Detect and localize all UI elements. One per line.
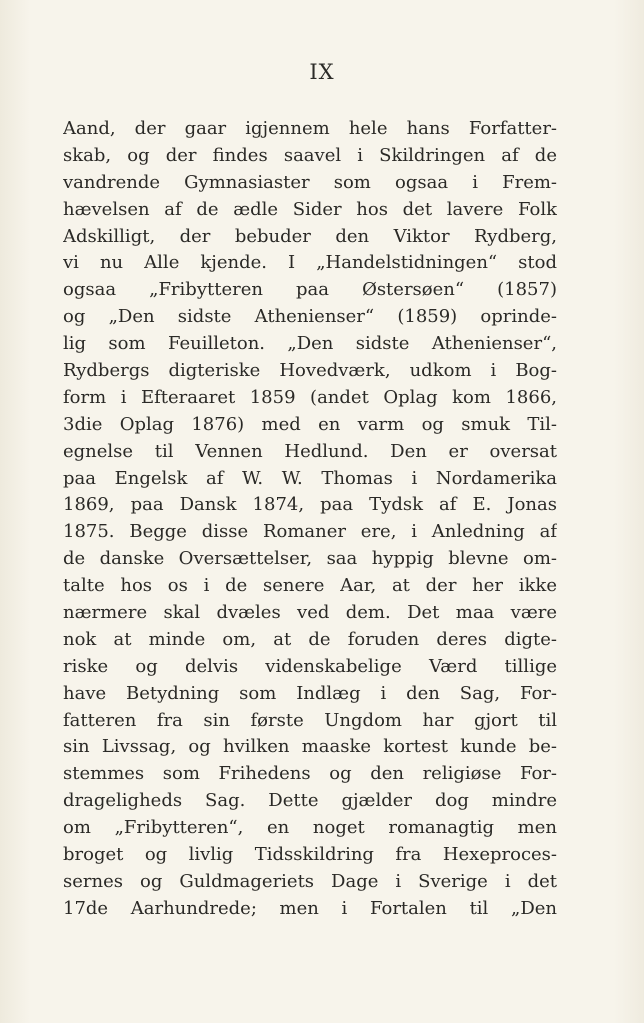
text-line: 17de Aarhundrede; men i Fortalen til „Den (63, 897, 557, 919)
text-line: fatteren fra sin første Ungdom har gjort til (63, 709, 557, 731)
text-line: 3die Oplag 1876) med en varm og smuk Til- (63, 413, 557, 435)
text-line: nærmere skal dvæles ved dem. Det maa være (63, 602, 557, 624)
text-line: vi nu Alle kjende. I „Handelstidningen“ stod (63, 252, 557, 274)
text-line: Rydbergs digteriske Hovedværk, udkom i Bog- (63, 360, 557, 382)
body-text (63, 116, 557, 923)
text-line: form i Efteraaret 1859 (andet Oplag kom 1866, (63, 386, 557, 408)
text-line: talte hos os i de senere Aar, at der her ikke (63, 575, 557, 597)
text-line: sernes og Guldmageriets Dage i Sverige i det (63, 870, 557, 892)
text-line: Adskilligt, der bebuder den Viktor Rydberg, (63, 225, 557, 247)
text-line: drageligheds Sag. Dette gjælder dog mindre (63, 790, 557, 812)
text-line: sin Livssag, og hvilken maaske kortest kunde be- (63, 736, 557, 758)
text-line: om „Fribytteren“, en noget romanagtig men (63, 817, 557, 839)
text-line: ogsaa „Fribytteren paa Østersøen“ (1857) (63, 279, 557, 301)
text-line: 1869, paa Dansk 1874, paa Tydsk af E. Jonas (63, 494, 557, 516)
text-line: riske og delvis videnskabelige Værd tillige (63, 655, 557, 677)
text-line: stemmes som Frihedens og den religiøse For- (63, 763, 557, 785)
text-line: nok at minde om, at de foruden deres digte- (63, 628, 557, 650)
text-line: have Betydning som Indlæg i den Sag, For- (63, 682, 557, 704)
text-line: egnelse til Vennen Hedlund. Den er oversat (63, 440, 557, 462)
text-line: 1875. Begge disse Romaner ere, i Anledning af (63, 521, 557, 543)
text-line: de danske Oversættelser, saa hyppig blevne om- (63, 548, 557, 570)
text-line: og „Den sidste Athenienser“ (1859) oprinde- (63, 306, 557, 328)
text-line: hævelsen af de ædle Sider hos det lavere Folk (63, 198, 557, 220)
text-line: vandrende Gymnasiaster som ogsaa i Frem- (63, 171, 557, 193)
text-line: broget og livlig Tidsskildring fra Hexeproces- (63, 844, 557, 866)
text-line: lig som Feuilleton. „Den sidste Athenienser“, (63, 333, 557, 355)
text-line: Aand, der gaar igjennem hele hans Forfatter- (63, 118, 557, 139)
page-number: IX (309, 60, 335, 84)
text-line: skab, og der findes saavel i Skildringen af de (63, 144, 557, 166)
text-line: paa Engelsk af W. W. Thomas i Nordamerika (63, 467, 557, 489)
